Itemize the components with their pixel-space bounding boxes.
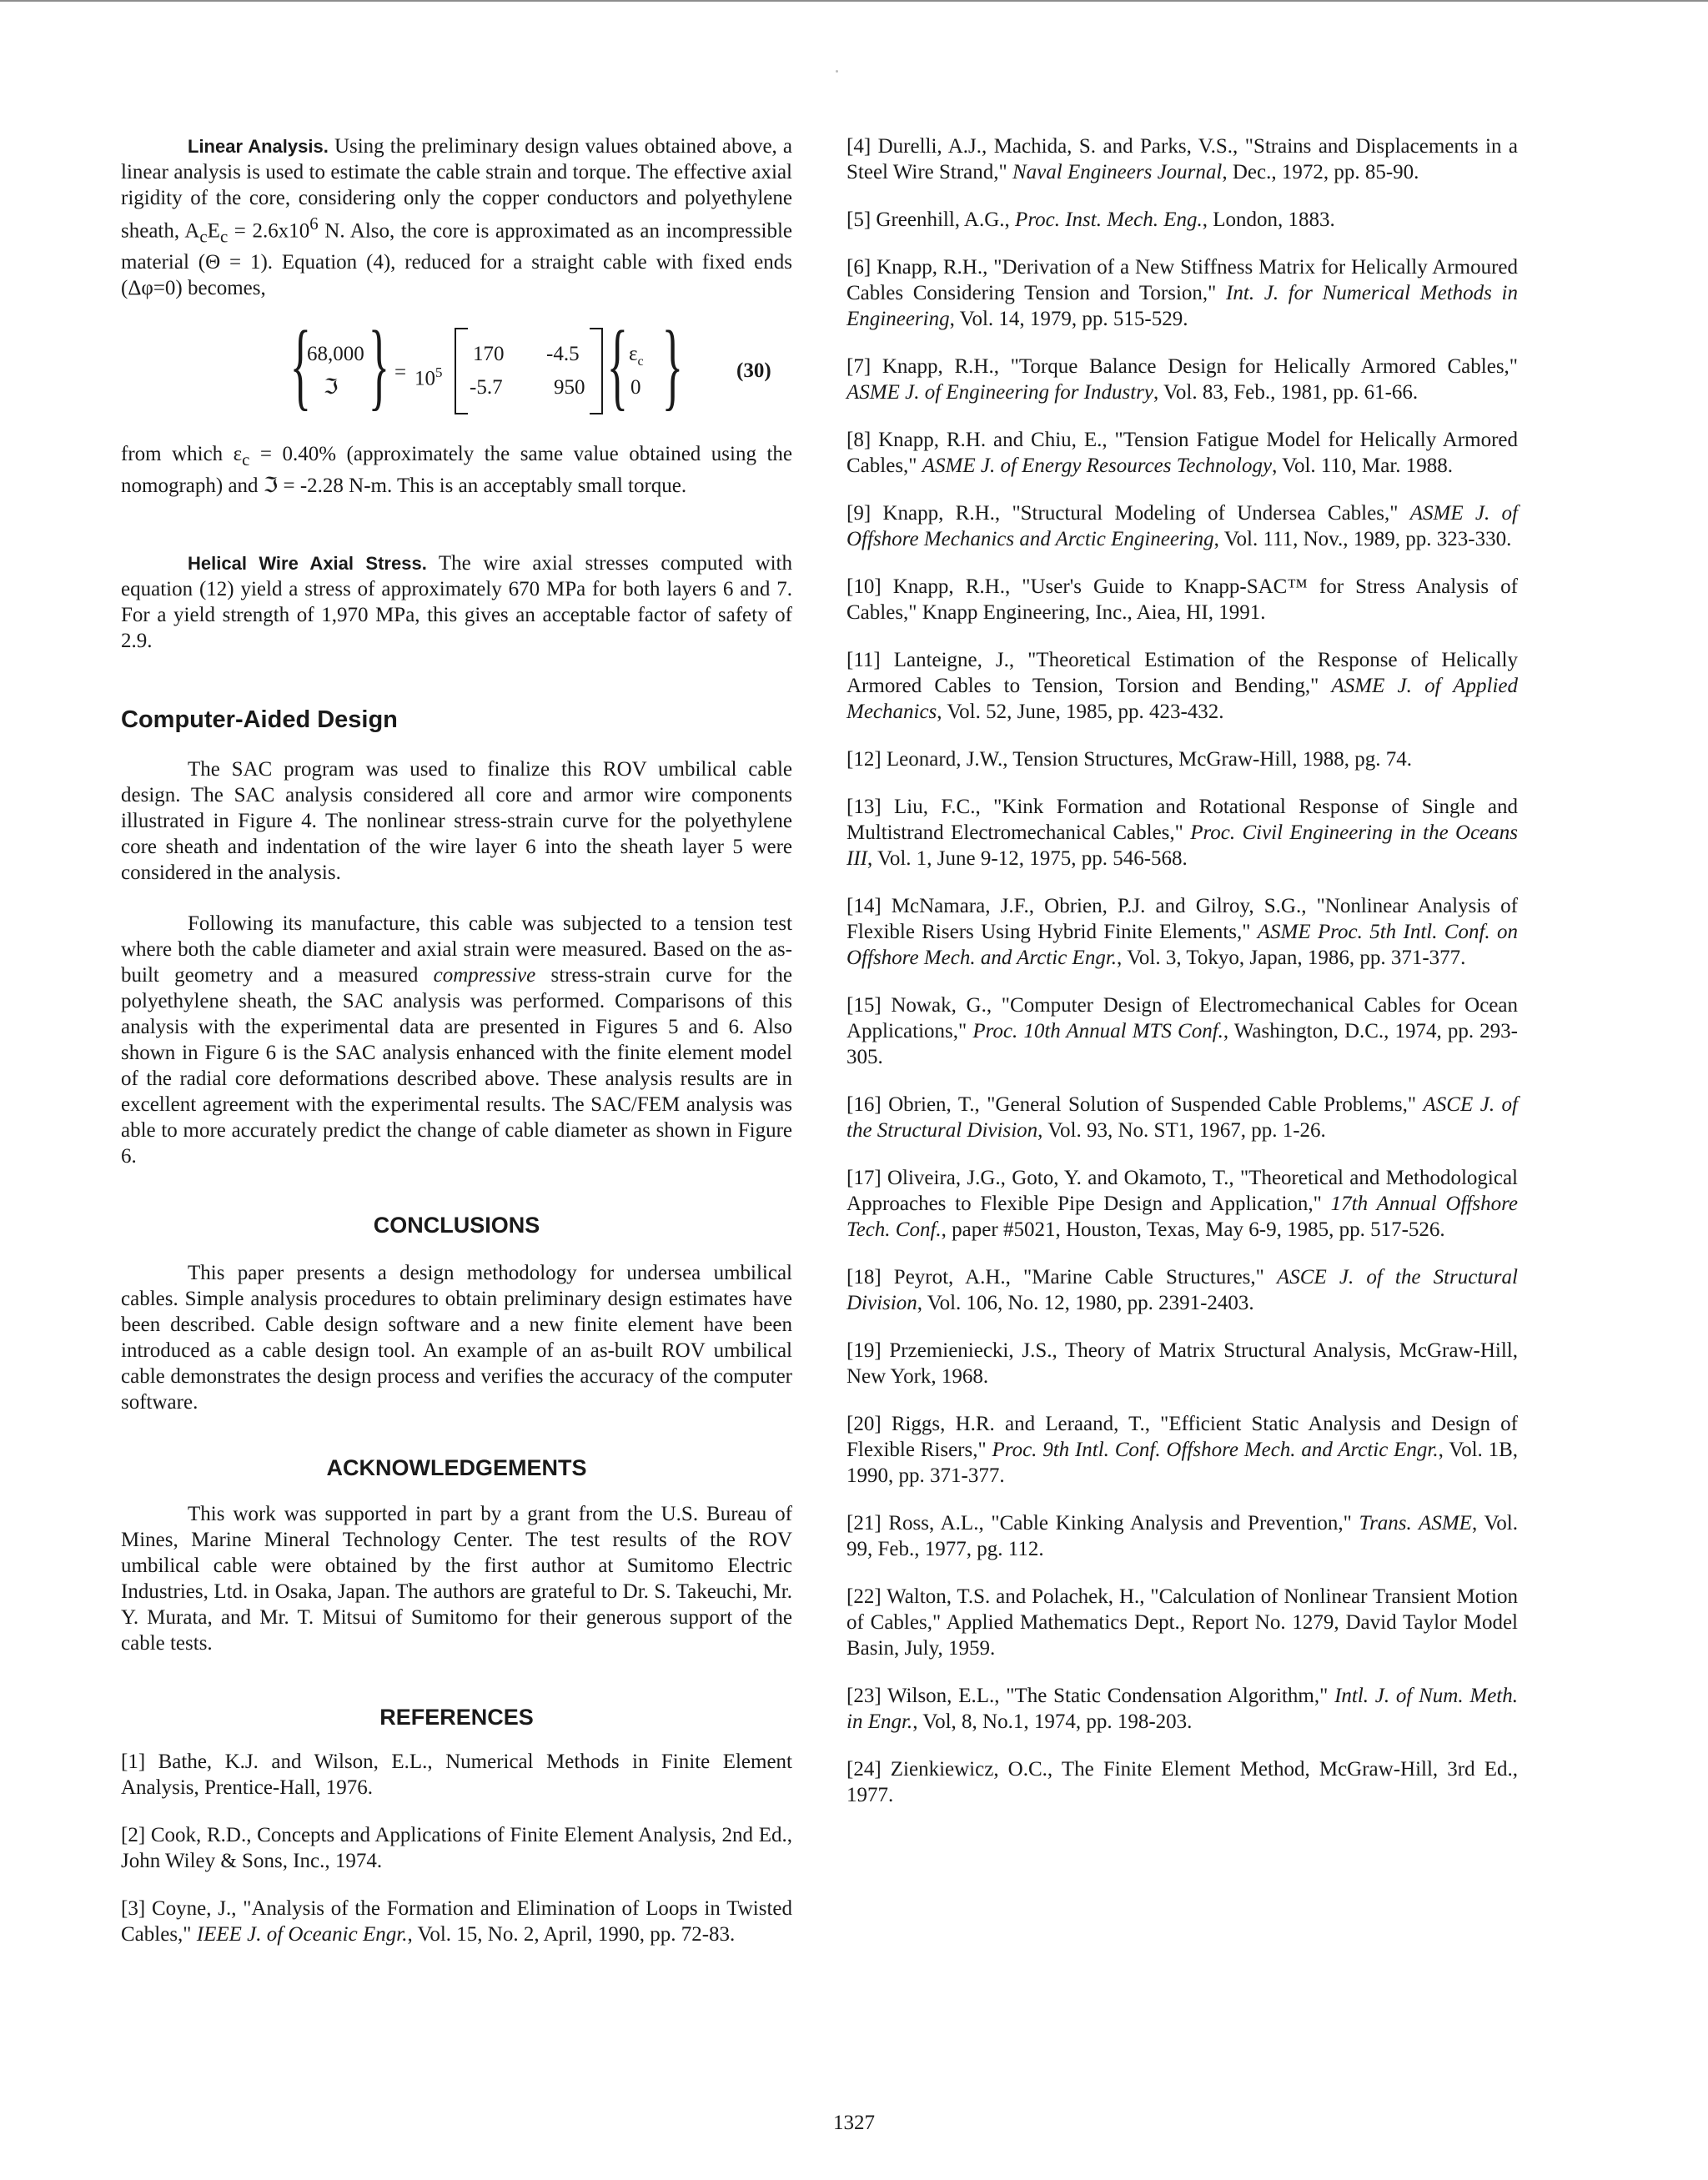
reference-item: [13] Liu, F.C., "Kink Formation and Rotational Response of Single and Multistrand Electromechanical Cables," Proc. Civil Engineering in the Oceans III, Vol. 1, June 9-12, 1975, pp. 546-568. xyxy=(846,796,1518,870)
conclusions-paragraph: This paper presents a design methodology for undersea umbilical cables. Simple analysis procedures to obtain preliminary design estimates have been described. Cable design software and a new finite element have been introduced as a cable design tool. An example of an as-built ROV umbilical cable demonstrates the design process and verifies the accuracy of the computer software. xyxy=(121,1262,792,1414)
reference-item: [3] Coyne, J., "Analysis of the Formation and Elimination of Loops in Twisted Cables," IEEE J. of Oceanic Engr., Vol. 15, No. 2, April, 1990, pp. 72-83. xyxy=(121,1897,792,1946)
linear-analysis-text-1: Using the preliminary design values obtained above, a linear analysis is used to estimate the cable strain and torque. The effective axial rigidity of the core, considering only the copper conductors and polyethylene sheath, A xyxy=(121,135,793,243)
reference-item: [6] Knapp, R.H., "Derivation of a New Stiffness Matrix for Helically Armoured Cables Considering Tension and Torsion," Int. J. for Numerical Methods in Engineering, Vol. 14, 1979, pp. 515-529. xyxy=(846,256,1518,330)
right-brace: } xyxy=(368,310,390,420)
conclusions-heading: CONCLUSIONS xyxy=(373,1213,540,1238)
equation-30 xyxy=(121,310,792,421)
modulus-letter: E xyxy=(207,219,220,243)
cad-heading: Computer-Aided Design xyxy=(121,706,398,734)
reference-item: [12] Leonard, J.W., Tension Structures, McGraw-Hill, 1988, pg. 74. xyxy=(846,748,1413,771)
reference-item: [14] McNamara, J.F., Obrien, P.J. and Gilroy, S.G., "Nonlinear Analysis of Flexible Risers Using Hybrid Finite Elements," ASME Proc. 5th Intl. Conf. on Offshore Mech. and Arctic Engr., Vol. 3, Tokyo, Japan, 1986, pp. 371-377. xyxy=(846,895,1518,969)
reference-item: [21] Ross, A.L., "Cable Kinking Analysis and Prevention," Trans. ASME, Vol. 99, Feb., 1977, pg. 112. xyxy=(846,1512,1518,1560)
subscript-c: c xyxy=(242,450,250,470)
acknowledgements-heading: ACKNOWLEDGEMENTS xyxy=(326,1455,587,1481)
reference-item: [7] Knapp, R.H., "Torque Balance Design for Helically Armored Cables," ASME J. of Engineering for Industry, Vol. 83, Feb., 1981, pp. 61-66. xyxy=(846,355,1518,404)
reference-item: [19] Przemieniecki, J.S., Theory of Matrix Structural Analysis, McGraw-Hill, New York, 1968. xyxy=(846,1339,1518,1388)
rhs-vector xyxy=(606,310,684,421)
cad-paragraph-1: The SAC program was used to finalize this ROV umbilical cable design. The SAC analysis considered all core and armor wire components illustrated in Figure 4. The nonlinear stress-strain curve for the polyethylene core sheath and indentation of the wire layer 6 into the sheath layer 5 were considered in the analysis. xyxy=(121,758,792,885)
reference-item: [24] Zienkiewicz, O.C., The Finite Element Method, McGraw-Hill, 3rd Ed., 1977. xyxy=(846,1758,1518,1806)
top-rule xyxy=(0,0,1708,2)
subscript-c: c xyxy=(219,226,229,247)
rigidity-value: = 2.6x10 xyxy=(228,219,310,243)
reference-item: [5] Greenhill, A.G., Proc. Inst. Mech. Eng., London, 1883. xyxy=(846,208,1335,231)
right-brace: } xyxy=(661,310,684,420)
right-column xyxy=(846,133,1518,1830)
matrix-cell-21: -5.7 xyxy=(470,376,503,399)
linear-analysis-runin: Linear Analysis. xyxy=(188,136,329,157)
left-brace: { xyxy=(606,310,629,420)
reference-item: [2] Cook, R.D., Concepts and Applications of Finite Element Analysis, 2nd Ed., John Wiley & Sons, Inc., 1974. xyxy=(121,1824,792,1873)
reference-item: [23] Wilson, E.L., "The Static Condensation Algorithm," Intl. J. of Num. Meth. in Engr., Vol, 8, No.1, 1974, pp. 198-203. xyxy=(846,1685,1518,1733)
matrix-left-bracket xyxy=(455,328,468,414)
twist-zero: 0 xyxy=(630,376,641,399)
subscript-c: c xyxy=(199,226,208,247)
reference-item: [4] Durelli, A.J., Machida, S. and Parks, V.S., "Strains and Displacements in a Steel Wire Strand," Naval Engineers Journal, Dec., 1972, pp. 85-90. xyxy=(846,135,1518,183)
reference-item: [17] Oliveira, J.G., Goto, Y. and Okamoto, T., "Theoretical and Methodological Approaches to Flexible Pipe Design and Application," 17th Annual Offshore Tech. Conf., paper #5021, Houston, Texas, May 6-9, 1985, pp. 517-526. xyxy=(846,1167,1519,1241)
reference-item: [10] Knapp, R.H., "User's Guide to Knapp-SAC™ for Stress Analysis of Cables," Knapp Engineering, Inc., Aiea, HI, 1991. xyxy=(846,575,1518,624)
references-heading: REFERENCES xyxy=(379,1705,534,1730)
reference-item: [8] Knapp, R.H. and Chiu, E., "Tension Fatigue Model for Helically Armored Cables," ASME J. of Energy Resources Technology, Vol. 110, Mar. 1988. xyxy=(846,429,1518,477)
reference-item: [9] Knapp, R.H., "Structural Modeling of Undersea Cables," ASME J. of Offshore Mechanics and Arctic Engineering, Vol. 111, Nov., 1989, pp. 323-330. xyxy=(846,502,1518,550)
equation-number: (30) xyxy=(736,359,771,383)
scan-speck xyxy=(836,70,838,73)
axial-load-value: 68,000 xyxy=(307,343,364,366)
matrix-cell-22: 950 xyxy=(554,376,585,399)
scale-factor: $10^5$ xyxy=(414,364,443,390)
acknowledgements-paragraph: This work was supported in part by a grant from the U.S. Bureau of Mines, Marine Mineral Technology Center. The test results of the ROV umbilical cable were obtained by the first author at Sumitomo Electric Industries, Ltd. in Osaka, Japan. The authors are grateful to Dr. S. Takeuchi, Mr. Y. Murata, and Mr. T. Mitsui of Sumitomo for their generous support of the cable tests. xyxy=(121,1503,792,1655)
reference-item: [20] Riggs, H.R. and Leraand, T., "Efficient Static Analysis and Design of Flexible Risers," Proc. 9th Intl. Conf. Offshore Mech. and Arctic Engr., Vol. 1B, 1990, pp. 371-377. xyxy=(846,1413,1518,1487)
torque-symbol: ℑ xyxy=(324,376,339,399)
reference-item: [22] Walton, T.S. and Polachek, H., "Calculation of Nonlinear Transient Motion of Cables," Applied Mathematics Dept., Report No. 1279, David Taylor Model Basin, July, 1959. xyxy=(846,1585,1518,1660)
left-column xyxy=(121,133,792,1969)
strain-symbol: $\varepsilon_c$ xyxy=(629,343,644,369)
helical-wire-paragraph: Helical Wire Axial Stress. The wire axial stresses computed with equation (12) yield a stress of approximately 670 MPa for both layers 6 and 7. For a yield strength of 1,970 MPa, this gives an acceptable factor of safety of 2.9. xyxy=(121,552,792,653)
reference-item: [15] Nowak, G., "Computer Design of Electromechanical Cables for Ocean Applications," Proc. 10th Annual MTS Conf., Washington, D.C., 1974, pp. 293-305. xyxy=(846,994,1519,1068)
left-brace: { xyxy=(289,310,312,420)
reference-item: [11] Lanteigne, J., "Theoretical Estimation of the Response of Helically Armored Cables to Tension, Torsion and Bending," ASME J. of Applied Mechanics, Vol. 52, June, 1985, pp. 423-432. xyxy=(846,649,1519,723)
linear-result-paragraph: from which $\varepsilon_c = 0.40\%$ (approximately the same value obtained using the nomograph) and ℑ = -2.28 N-m. This is an acceptably small torque. xyxy=(121,443,792,498)
lhs-vector xyxy=(289,310,390,421)
reference-item: [16] Obrien, T., "General Solution of Suspended Cable Problems," ASCE J. of the Structural Division, Vol. 93, No. ST1, 1967, pp. 1-26. xyxy=(846,1093,1518,1142)
exponent-6: 6 xyxy=(309,213,319,234)
reference-item: [18] Peyrot, A.H., "Marine Cable Structures," ASCE J. of the Structural Division, Vol. 106, No. 12, 1980, pp. 2391-2403. xyxy=(846,1266,1518,1314)
linear-analysis-paragraph xyxy=(121,133,792,301)
linear-analysis-text-2: N. Also, the core is approximated as an incompressible material (Θ = 1). Equation (4), reduced for a straight cable with fixed ends (Δφ=0) becomes, xyxy=(121,219,792,300)
equals-sign: = xyxy=(394,361,407,384)
helical-wire-runin: Helical Wire Axial Stress. xyxy=(188,553,427,575)
reference-item: [1] Bathe, K.J. and Wilson, E.L., Numerical Methods in Finite Element Analysis, Prentice-Hall, 1976. xyxy=(121,1751,792,1800)
cad-paragraph-2: Following its manufacture, this cable was subjected to a tension test where both the cable diameter and axial strain were measured. Based on the as-built geometry and a measured compressive stress-strain curve for the polyethylene sheath, the SAC analysis was performed. Comparisons of this analysis with the experimental data are presented in Figures 5 and 6. Also shown in Figure 6 is the SAC analysis enhanced with the finite element model of the radial core deformations described above. These analysis results are in excellent agreement with the experimental results. The SAC/FEM analysis was able to more accurately predict the change of cable diameter as shown in Figure 6. xyxy=(121,912,792,1168)
matrix-right-bracket xyxy=(590,328,603,414)
matrix-cell-11: 170 xyxy=(473,343,505,366)
matrix-cell-12: -4.5 xyxy=(546,343,580,366)
references-list-left xyxy=(121,1749,792,1947)
page-number: 1327 xyxy=(833,2112,875,2134)
